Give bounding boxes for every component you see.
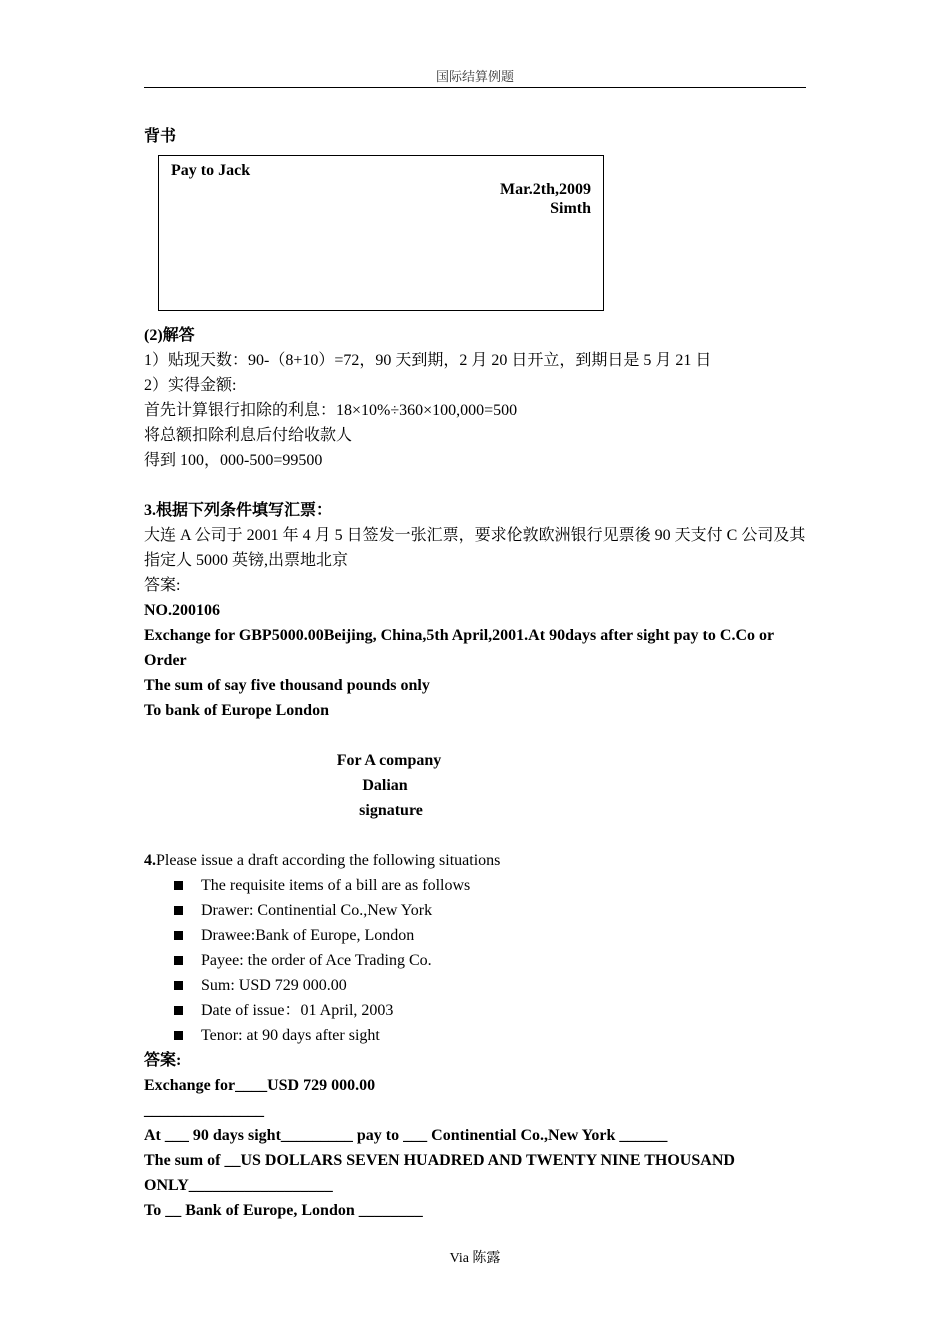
section2-line-3: 首先计算银行扣除的利息：18×10%÷360×100,000=500 <box>144 402 518 419</box>
section3-for-company: For A company <box>336 752 442 769</box>
section2-line-2: 2）实得金额: <box>144 377 237 394</box>
list-item: Date of issue：01 April, 2003 <box>174 998 814 1023</box>
list-item: The requisite items of a bill are as follows <box>174 873 814 898</box>
section4-answer-label: 答案: <box>144 1052 182 1069</box>
bullet-square-icon <box>174 931 183 940</box>
list-item: Drawer: Continential Co.,New York <box>174 898 814 923</box>
endorse-pay-to: Pay to Jack <box>171 162 251 179</box>
bullet-square-icon <box>174 956 183 965</box>
page-footer: Via 陈露 <box>449 1251 501 1266</box>
spacer <box>144 823 814 848</box>
bullet-square-icon <box>174 906 183 915</box>
section2-line-5: 得到 100，000-500=99500 <box>144 452 323 469</box>
section4-heading <box>144 848 814 873</box>
page-header: 国际结算例题 <box>144 66 806 88</box>
list-item: Drawee:Bank of Europe, London <box>174 923 814 948</box>
section3-to-line: To bank of Europe London <box>144 702 329 719</box>
section4-heading-num: 4. <box>144 852 156 869</box>
endorse-heading: 背书 <box>144 128 177 145</box>
section4-item-list <box>144 873 814 1048</box>
list-item: Payee: the order of Ace Trading Co. <box>174 948 814 973</box>
section2-line-1: 1）贴现天数：90-（8+10）=72，90 天到期，2 月 20 日开立，到期日是 5 月 21 日 <box>144 352 712 369</box>
section2-heading: (2)解答 <box>144 327 195 344</box>
section4-to-line: To __ Bank of Europe, London ________ <box>144 1202 423 1219</box>
section3-signature: signature <box>359 802 423 819</box>
section4-at-line: At ___ 90 days sight_________ pay to ___ Continential Co.,New York ______ <box>144 1127 668 1144</box>
section3-bill-no: NO.200106 <box>144 602 220 619</box>
spacer <box>144 723 814 748</box>
endorse-signer: Simth <box>550 200 591 217</box>
list-item: Tenor: at 90 days after sight <box>174 1023 814 1048</box>
section2-line-4: 将总额扣除利息后付给收款人 <box>144 427 353 444</box>
section4-exchange-line: Exchange for____USD 729 000.00 <box>144 1077 376 1094</box>
section3-city: Dalian <box>362 777 408 794</box>
list-item: Sum: USD 729 000.00 <box>174 973 814 998</box>
section3-question: 大连 A 公司于 2001 年 4 月 5 日签发一张汇票，要求伦敦欧洲银行见票後 90 天支付 C 公司及其指定人 5000 英镑,出票地北京 <box>144 527 806 569</box>
bullet-square-icon <box>174 981 183 990</box>
document-body <box>144 124 814 1223</box>
endorse-date: Mar.2th,2009 <box>500 181 591 198</box>
spacer <box>144 473 814 498</box>
section4-heading-text: Please issue a draft according the following situations <box>156 852 501 869</box>
section4-underline: _______________ <box>144 1102 264 1119</box>
section4-sum-line: The sum of __US DOLLARS SEVEN HUADRED AND TWENTY NINE THOUSAND ONLY__________________ <box>144 1152 735 1194</box>
bullet-square-icon <box>174 881 183 890</box>
section3-sum-line: The sum of say five thousand pounds only <box>144 677 430 694</box>
bullet-square-icon <box>174 1006 183 1015</box>
endorsement-box <box>158 155 604 311</box>
section3-exchange-line: Exchange for GBP5000.00Beijing, China,5th April,2001.At 90days after sight pay to C.Co or Order <box>144 627 774 669</box>
section3-heading: 3.根据下列条件填写汇票： <box>144 502 333 519</box>
bullet-square-icon <box>174 1031 183 1040</box>
section3-answer-label: 答案: <box>144 577 181 594</box>
